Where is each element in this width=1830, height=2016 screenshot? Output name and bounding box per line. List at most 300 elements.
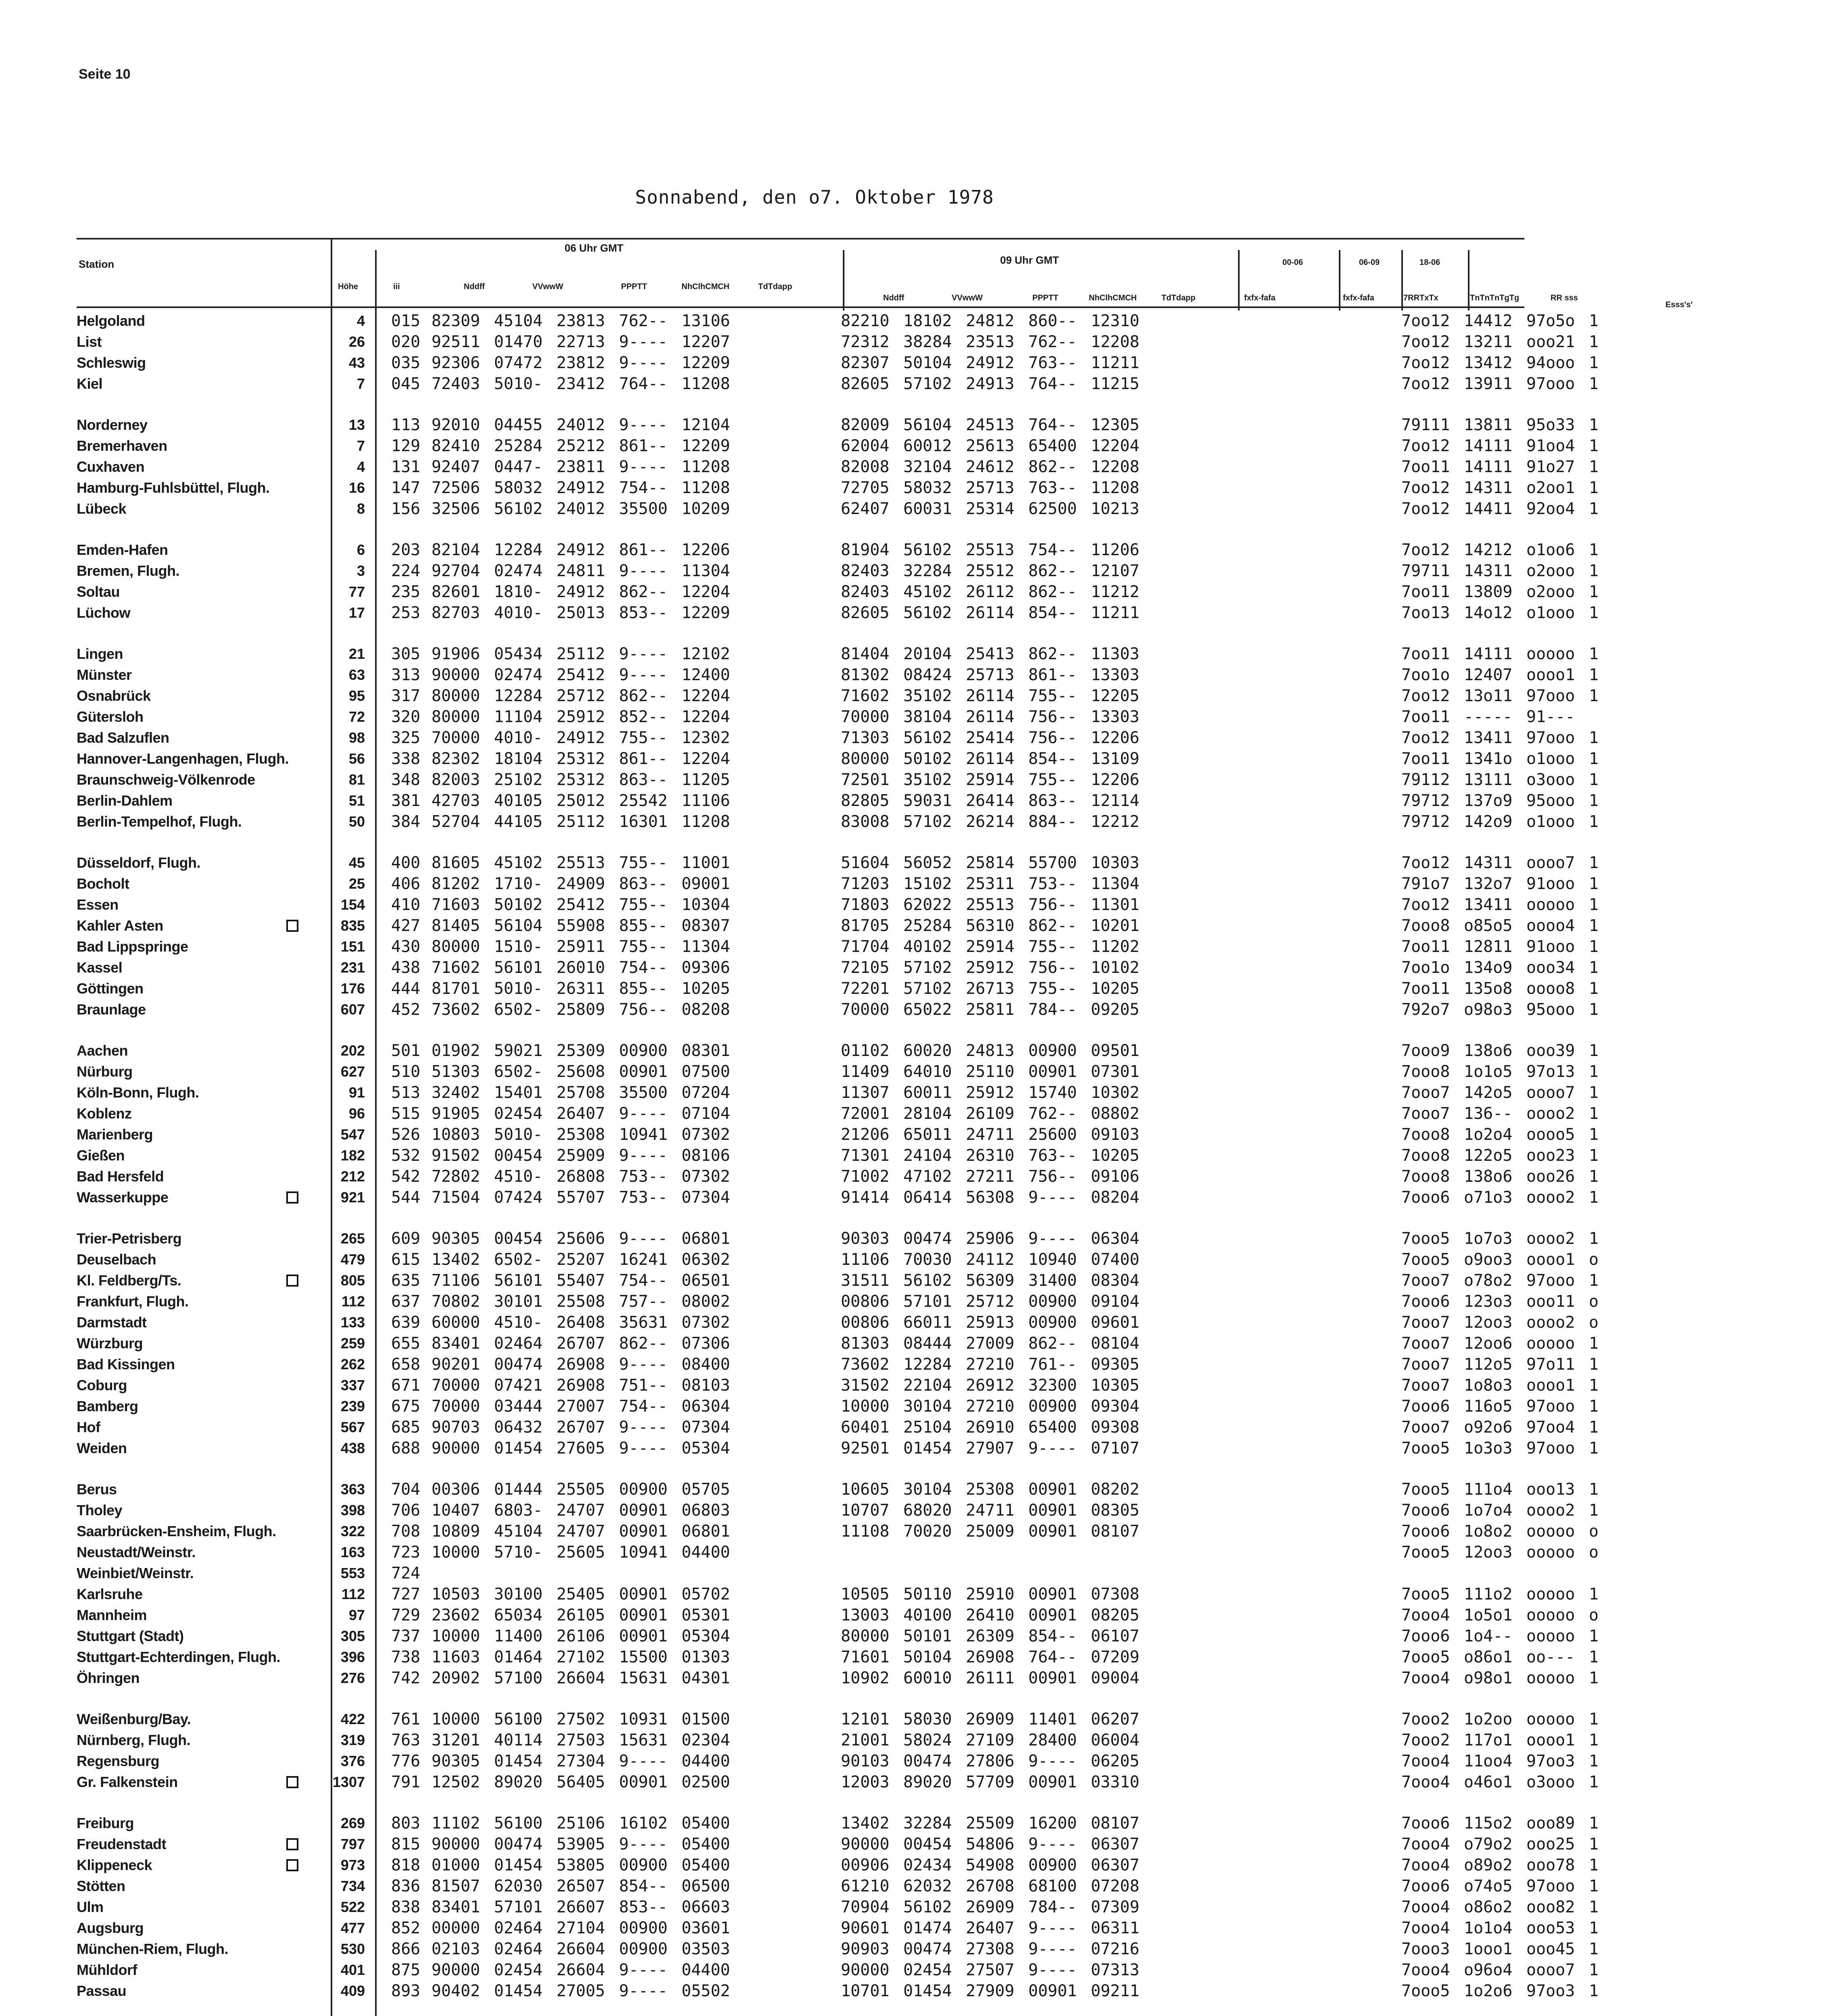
obs-06-cell: 4510- <box>494 1313 543 1332</box>
obs-09-cell: 11208 <box>1091 479 1140 497</box>
extremes-row <box>1401 1040 1657 1061</box>
station-name: Würzburg <box>77 1335 143 1352</box>
obs-06-row <box>391 560 744 581</box>
extremes-cell: 138o6 <box>1464 1041 1513 1060</box>
obs-06-cell: 08307 <box>682 916 730 935</box>
obs-06-cell: 542 <box>391 1167 421 1186</box>
obs-09-row <box>841 1040 1153 1061</box>
station-name: Lüchow <box>77 604 130 621</box>
extremes-cell: 136-- <box>1464 1104 1513 1123</box>
obs-06-cell: 04455 <box>494 416 543 434</box>
obs-06-row <box>391 477 744 498</box>
obs-06-cell: 5710- <box>494 1543 543 1562</box>
obs-06-row <box>391 978 744 999</box>
obs-06-row <box>391 1584 744 1605</box>
obs-09-cell: 12284 <box>903 1355 952 1374</box>
extremes-cell: 1 <box>1589 1982 1599 2000</box>
obs-06-cell: 861-- <box>619 541 668 559</box>
obs-09-cell: 72501 <box>841 771 890 789</box>
extremes-cell: oo--- <box>1526 1648 1575 1666</box>
station-height: 921 <box>340 1189 365 1206</box>
station-marker-box <box>286 1275 298 1287</box>
station-row <box>77 1375 321 1396</box>
extremes-cell: 7ooo4 <box>1401 1606 1450 1624</box>
obs-06-cell: 317 <box>391 687 421 705</box>
extremes-row <box>1401 999 1657 1020</box>
extremes-row <box>1401 1312 1657 1333</box>
obs-06-cell: 10000 <box>431 1627 480 1645</box>
obs-09-cell: 10000 <box>841 1397 890 1416</box>
extremes-row <box>1401 1354 1657 1375</box>
obs-06-cell: 035 <box>391 354 421 372</box>
extremes-cell: 115o2 <box>1464 1814 1513 1833</box>
extremes-cell: o1ooo <box>1526 750 1575 768</box>
extremes-cell: 1 <box>1589 541 1599 559</box>
extremes-cell: o <box>1589 1606 1599 1624</box>
extremes-cell: 7oo13 <box>1401 604 1450 622</box>
extremes-cell: 1 <box>1589 437 1599 455</box>
obs-06-cell: 35500 <box>619 1083 668 1102</box>
obs-09-cell: 11212 <box>1091 583 1140 601</box>
station-name: Bad Salzuflen <box>77 729 169 746</box>
station-row <box>77 1730 321 1751</box>
station-row <box>77 1834 321 1855</box>
extremes-cell: 79712 <box>1401 791 1450 810</box>
station-height: 376 <box>340 1753 365 1769</box>
obs-09-cell: 26407 <box>966 1919 1015 1937</box>
extremes-cell: 122o5 <box>1464 1146 1513 1165</box>
extremes-cell: 1 <box>1589 1773 1599 1791</box>
obs-09-cell: 58032 <box>903 479 952 497</box>
extremes-cell: 1 <box>1589 1062 1599 1081</box>
obs-06-cell: 07302 <box>682 1167 730 1186</box>
obs-09-cell: 25814 <box>966 854 1015 872</box>
extremes-cell: 97ooo <box>1526 687 1575 705</box>
obs-09-cell: 755-- <box>1028 771 1077 789</box>
obs-09-cell: 50101 <box>903 1627 952 1645</box>
extremes-row <box>1401 1813 1657 1834</box>
extremes-cell: 1 <box>1589 896 1599 914</box>
obs-09-row <box>841 894 1153 915</box>
obs-06-row <box>391 894 744 915</box>
obs-09-cell: 9---- <box>1028 1188 1077 1207</box>
obs-06-cell: 58032 <box>494 479 543 497</box>
extremes-cell: 97o13 <box>1526 1062 1575 1081</box>
obs-09-cell: 25311 <box>966 875 1015 893</box>
obs-09-cell: 56310 <box>966 916 1015 935</box>
extremes-cell: 91ooo <box>1526 937 1575 956</box>
station-height: 6 <box>356 541 365 558</box>
extremes-cell: 1 <box>1589 1835 1599 1854</box>
extremes-row <box>1401 435 1657 456</box>
extremes-cell: o92o6 <box>1464 1418 1513 1437</box>
obs-09-cell: 13303 <box>1091 708 1140 726</box>
obs-06-cell: 25212 <box>557 437 605 455</box>
obs-09-cell: 60031 <box>903 500 952 518</box>
obs-09-row <box>841 1479 1153 1500</box>
obs-06-cell: 253 <box>391 604 421 622</box>
obs-09-row <box>841 560 1153 581</box>
obs-09-row <box>841 456 1153 477</box>
extremes-row <box>1401 1647 1657 1668</box>
obs-09-cell: 22104 <box>903 1376 952 1395</box>
obs-09-cell: 753-- <box>1028 875 1077 893</box>
obs-06-cell: 16241 <box>619 1250 668 1269</box>
extremes-cell: 7oo12 <box>1401 333 1450 351</box>
group-gap <box>77 519 321 539</box>
obs-09-cell: 764-- <box>1028 375 1077 393</box>
group-gap <box>1401 832 1657 852</box>
obs-06-cell: 81605 <box>431 854 480 872</box>
obs-09-cell: 80000 <box>841 1627 890 1645</box>
obs-09-cell: 32300 <box>1028 1376 1077 1395</box>
station-height: 262 <box>340 1356 365 1372</box>
obs-06-cell: 25309 <box>557 1041 605 1060</box>
obs-09-cell: 26909 <box>966 1710 1015 1729</box>
obs-09-cell: 62500 <box>1028 500 1077 518</box>
obs-06-row <box>391 1605 744 1626</box>
obs-06-cell: 9---- <box>619 1835 668 1854</box>
extremes-cell: 1 <box>1589 875 1599 893</box>
obs-06-cell: 818 <box>391 1856 421 1874</box>
col-divider <box>1468 250 1469 310</box>
obs-09-cell: 11304 <box>1091 875 1140 893</box>
station-row <box>77 1228 321 1249</box>
group-gap <box>325 1020 365 1040</box>
obs-06-cell: 01454 <box>494 1752 543 1770</box>
obs-06-cell: 25911 <box>557 937 605 956</box>
obs-06-cell: 4010- <box>494 604 543 622</box>
group-gap <box>77 1020 321 1040</box>
obs-06-cell: 25505 <box>557 1480 605 1499</box>
obs-06-cell: 727 <box>391 1585 421 1604</box>
extremes-row <box>1401 811 1657 832</box>
col-divider <box>1238 250 1240 310</box>
obs-09-cell: 854-- <box>1028 1627 1077 1645</box>
obs-06-cell: 26908 <box>557 1355 605 1374</box>
obs-06-row <box>391 1876 744 1897</box>
station-row <box>77 1082 321 1103</box>
nddff-header: Nddff <box>464 282 485 291</box>
obs-09-cell: 00901 <box>1028 1669 1077 1687</box>
extremes-cell: 1 <box>1589 1125 1599 1144</box>
extremes-cell: 7ooo7 <box>1401 1271 1450 1290</box>
obs-09-cell: 27308 <box>966 1940 1015 1958</box>
obs-09-row <box>841 1855 1153 1876</box>
obs-09-cell: 25600 <box>1028 1125 1077 1144</box>
obs-09-cell: 25906 <box>966 1229 1015 1248</box>
obs-09-cell: 16200 <box>1028 1814 1077 1833</box>
obs-09-cell: 51604 <box>841 854 890 872</box>
extremes-cell: 12oo3 <box>1464 1543 1513 1562</box>
extremes-cell: 79712 <box>1401 812 1450 831</box>
obs-09-cell: 12206 <box>1091 771 1140 789</box>
obs-09-cell: 756-- <box>1028 1167 1077 1186</box>
obs-09-cell: 12208 <box>1091 458 1140 476</box>
obs-06-cell: 685 <box>391 1418 421 1437</box>
obs-06-row <box>391 498 744 519</box>
obs-09-row <box>841 1834 1153 1855</box>
obs-06-cell: 25508 <box>557 1292 605 1311</box>
obs-09-cell: 12305 <box>1091 416 1140 434</box>
obs-06-cell: 224 <box>391 562 421 580</box>
station-name: Gütersloh <box>77 708 144 725</box>
obs-06-cell: 836 <box>391 1877 421 1895</box>
obs-09-row <box>841 1876 1153 1897</box>
obs-06-cell: 791 <box>391 1773 421 1791</box>
obs-06-cell: 862-- <box>619 687 668 705</box>
obs-09-cell: 25613 <box>966 437 1015 455</box>
vvwww-09-header: VVwwW <box>952 294 983 302</box>
extremes-cell: 1 <box>1589 354 1599 372</box>
obs-09-cell: 50104 <box>903 1648 952 1666</box>
obs-09-cell: 08107 <box>1091 1814 1140 1833</box>
obs-09-cell: 71301 <box>841 1146 890 1165</box>
station-name: Stötten <box>77 1878 125 1894</box>
gust-1-header: fxfx-fafa <box>1244 294 1276 302</box>
extremes-cell: 79112 <box>1401 771 1450 789</box>
obs-06-row <box>391 1479 744 1500</box>
obs-06-cell: 26908 <box>557 1376 605 1395</box>
extremes-cell: o79o2 <box>1464 1835 1513 1854</box>
extremes-cell: 7ooo5 <box>1401 1543 1450 1562</box>
extremes-cell: 95ooo <box>1526 791 1575 810</box>
obs-09-cell: 09104 <box>1091 1292 1140 1311</box>
obs-06-cell: 02474 <box>494 666 543 684</box>
extremes-cell: 14311 <box>1464 562 1513 580</box>
obs-06-cell: 06500 <box>682 1877 730 1895</box>
obs-09-cell: 72312 <box>841 333 890 351</box>
extremes-row <box>1401 331 1657 352</box>
obs-06-cell: 06302 <box>682 1250 730 1269</box>
obs-06-cell: 544 <box>391 1188 421 1207</box>
extremes-cell: 1 <box>1589 1731 1599 1749</box>
extremes-cell: oooo2 <box>1526 1188 1575 1207</box>
obs-06-cell: 01500 <box>682 1710 730 1729</box>
obs-09-cell: 26410 <box>966 1606 1015 1624</box>
extremes-cell: ooooo <box>1526 896 1575 914</box>
obs-06-cell: 203 <box>391 541 421 559</box>
obs-06-row <box>391 1270 744 1291</box>
obs-06-cell: 06501 <box>682 1271 730 1290</box>
obs-09-cell: 854-- <box>1028 604 1077 622</box>
station-height: 409 <box>340 1983 365 1999</box>
station-height: 438 <box>340 1440 365 1456</box>
obs-06-cell: 15500 <box>619 1648 668 1666</box>
obs-06-cell: 55407 <box>557 1271 605 1290</box>
obs-09-cell: 25712 <box>966 1292 1015 1311</box>
obs-06-cell: 55908 <box>557 916 605 935</box>
obs-06-cell: 26604 <box>557 1940 605 1958</box>
obs-06-cell: 11205 <box>682 771 730 789</box>
extremes-cell: 1 <box>1589 1397 1599 1416</box>
extremes-cell: 97ooo <box>1526 1877 1575 1895</box>
obs-09-cell: 45102 <box>903 583 952 601</box>
col-divider <box>375 250 377 2016</box>
obs-09-cell: 71002 <box>841 1167 890 1186</box>
obs-06-cell: 609 <box>391 1229 421 1248</box>
station-row <box>77 1333 321 1354</box>
obs-06-cell: 320 <box>391 708 421 726</box>
extremes-cell: 7ooo7 <box>1401 1104 1450 1123</box>
obs-06-row <box>391 1396 744 1417</box>
extremes-cell: 7oo11 <box>1401 937 1450 956</box>
obs-06-cell: 81701 <box>431 979 480 998</box>
extremes-cell: 792o7 <box>1401 1000 1450 1019</box>
obs-09-cell: 56102 <box>903 604 952 622</box>
obs-09-cell: 10505 <box>841 1585 890 1604</box>
obs-06-row <box>391 1813 744 1834</box>
obs-09-cell: 72001 <box>841 1104 890 1123</box>
obs-06-cell: 862-- <box>619 1334 668 1353</box>
obs-09-cell: 860-- <box>1028 312 1077 330</box>
obs-06-cell: 11304 <box>682 937 730 956</box>
station-name: Köln-Bonn, Flugh. <box>77 1084 199 1101</box>
obs-06-row <box>391 1061 744 1082</box>
obs-06-cell: 27104 <box>557 1919 605 1937</box>
obs-06-cell: 16102 <box>619 1814 668 1833</box>
obs-06-cell: 803 <box>391 1814 421 1833</box>
obs-06-cell: 11304 <box>682 562 730 580</box>
obs-06-cell: 08002 <box>682 1292 730 1311</box>
extremes-cell: 1 <box>1589 1898 1599 1916</box>
extremes-cell: 91oo4 <box>1526 437 1575 455</box>
extremes-cell: 791o7 <box>1401 875 1450 893</box>
extremes-cell: ooooo <box>1526 1606 1575 1624</box>
obs-06-cell: 815 <box>391 1835 421 1854</box>
station-row <box>77 1354 321 1375</box>
obs-06-cell: 25712 <box>557 687 605 705</box>
extremes-cell: 1 <box>1589 479 1599 497</box>
extremes-cell: 1 <box>1589 1480 1599 1499</box>
obs-06-cell: 92704 <box>431 562 480 580</box>
extremes-cell: 1 <box>1589 1585 1599 1604</box>
obs-06-cell: 10931 <box>619 1710 668 1729</box>
obs-06-row <box>391 873 744 894</box>
station-row <box>77 1855 321 1876</box>
extremes-cell: 7ooo8 <box>1401 1062 1450 1081</box>
extremes-row <box>1401 769 1657 790</box>
station-height: 547 <box>340 1126 365 1143</box>
obs-06-cell: 10000 <box>431 1710 480 1729</box>
station-name: Ulm <box>77 1899 104 1915</box>
station-row <box>77 602 321 623</box>
station-row <box>77 852 321 873</box>
obs-06-cell: 07302 <box>682 1125 730 1144</box>
obs-09-row <box>841 1709 1153 1730</box>
obs-06-cell: 07104 <box>682 1104 730 1123</box>
obs-06-row <box>391 1249 744 1270</box>
extremes-cell: 1o1o4 <box>1464 1919 1513 1937</box>
obs-06-cell: 57100 <box>494 1669 543 1687</box>
obs-06-cell: 04301 <box>682 1669 730 1687</box>
group-gap <box>391 832 744 852</box>
obs-09-cell: 62004 <box>841 437 890 455</box>
obs-06-cell: 82410 <box>431 437 480 455</box>
obs-09-cell: 62032 <box>903 1877 952 1895</box>
obs-09-row <box>841 1584 1153 1605</box>
obs-06-cell: 23602 <box>431 1606 480 1624</box>
obs-09-cell: 28104 <box>903 1104 952 1123</box>
extremes-row <box>1401 498 1657 519</box>
obs-06-cell: 59021 <box>494 1041 543 1060</box>
extremes-cell: 1 <box>1589 729 1599 747</box>
obs-06-cell: 02500 <box>682 1773 730 1791</box>
group-gap <box>325 519 365 539</box>
obs-09-cell: 08305 <box>1091 1501 1140 1520</box>
obs-06-row <box>391 957 744 978</box>
group-gap <box>391 1459 744 1479</box>
station-row <box>77 373 321 394</box>
obs-06-row <box>391 1312 744 1333</box>
extremes-cell: 1 <box>1589 458 1599 476</box>
extremes-cell: 7ooo4 <box>1401 1919 1450 1937</box>
obs-09-cell: 35102 <box>903 687 952 705</box>
obs-06-cell: 62030 <box>494 1877 543 1895</box>
obs-06-cell: 82003 <box>431 771 480 789</box>
station-row <box>77 1876 321 1897</box>
extremes-row <box>1401 1291 1657 1312</box>
extremes-cell: 1 <box>1589 958 1599 977</box>
extremes-cell: 7ooo8 <box>1401 916 1450 935</box>
obs-06-cell: 56101 <box>494 1271 543 1290</box>
obs-09-row <box>841 1730 1153 1751</box>
obs-09-cell: 66011 <box>903 1313 952 1332</box>
station-name: Nürnberg, Flugh. <box>77 1732 190 1748</box>
obs-09-row <box>841 1291 1153 1312</box>
obs-06-cell: 25909 <box>557 1146 605 1165</box>
obs-09-cell: 32284 <box>903 1814 952 1833</box>
obs-06-cell: 02464 <box>494 1334 543 1353</box>
obs-09-cell: 762-- <box>1028 1104 1077 1123</box>
obs-06-cell: 00900 <box>619 1940 668 1958</box>
station-name: Öhringen <box>77 1670 140 1686</box>
obs-09-cell: 24612 <box>966 458 1015 476</box>
obs-06-cell: 9---- <box>619 1355 668 1374</box>
obs-09-cell: 24513 <box>966 416 1015 434</box>
ppptt-09-header: PPPTT <box>1032 294 1059 302</box>
obs-06-cell: 83401 <box>431 1898 480 1916</box>
obs-06-cell: 12209 <box>682 437 730 455</box>
obs-09-cell: 10701 <box>841 1982 890 2000</box>
obs-06-row <box>391 414 744 435</box>
extremes-row <box>1401 1668 1657 1689</box>
obs-06-row <box>391 1772 744 1793</box>
obs-06-cell: 80000 <box>431 937 480 956</box>
obs-06-cell: 045 <box>391 375 421 393</box>
obs-06-row <box>391 1855 744 1876</box>
obs-06-cell: 01303 <box>682 1648 730 1666</box>
obs-06-cell: 26604 <box>557 1961 605 1979</box>
extremes-cell: ooo13 <box>1526 1480 1575 1499</box>
obs-09-cell: 9---- <box>1028 1835 1077 1854</box>
obs-09-block <box>841 310 1153 2016</box>
obs-06-cell: 25608 <box>557 1062 605 1081</box>
obs-09-cell: 24104 <box>903 1146 952 1165</box>
station-row <box>77 664 321 685</box>
extremes-row <box>1401 1605 1657 1626</box>
extremes-cell: o3ooo <box>1526 771 1575 789</box>
extremes-cell: 132o7 <box>1464 875 1513 893</box>
obs-06-cell: 12284 <box>494 541 543 559</box>
group-06-header: 06 Uhr GMT <box>565 242 623 254</box>
extremes-cell: ooooo <box>1526 645 1575 663</box>
obs-09-cell: 27009 <box>966 1334 1015 1353</box>
obs-06-row <box>391 435 744 456</box>
obs-09-row <box>841 1438 1153 1459</box>
extremes-cell: 7ooo6 <box>1401 1814 1450 1833</box>
dewpoint-09-header: TdTdapp <box>1161 294 1196 302</box>
